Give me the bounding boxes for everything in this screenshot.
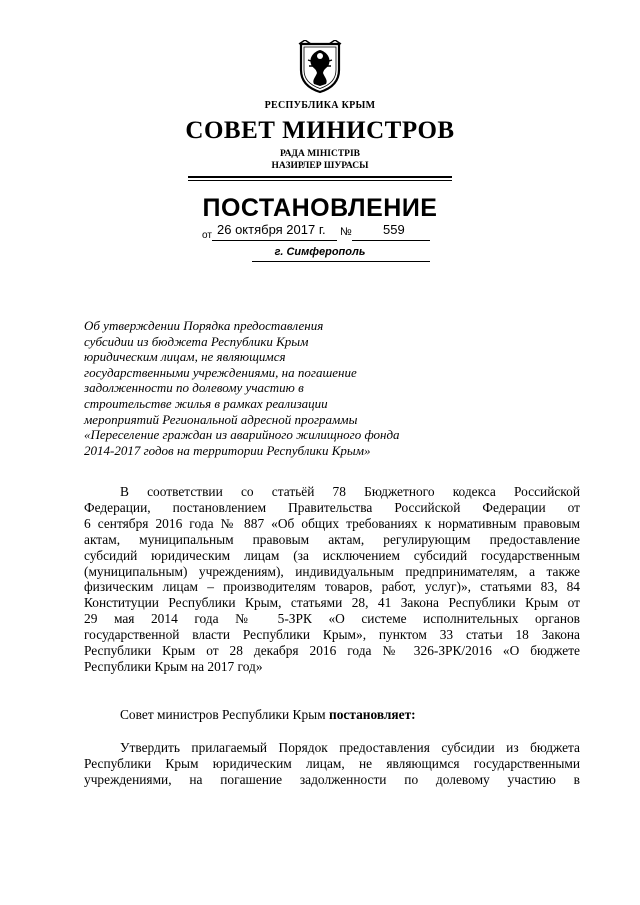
date-underline (212, 240, 337, 241)
paragraph-line: физическим лицам – производителям товаров, работ, услуг)», статьями 83, 84 (84, 579, 580, 595)
council-title-ukrainian: РАДА МІНІСТРІВ (279, 149, 360, 159)
resolution-verb: постановляет: (328, 707, 416, 722)
city-underline (252, 261, 430, 262)
subject-line: строительстве жилья в рамках реализации (84, 395, 328, 411)
resolution-statement (84, 707, 580, 723)
paragraph-line: Республики Крым на 2017 год» (84, 658, 263, 674)
subject-line: субсидии из бюджета Республики Крым (84, 333, 309, 349)
coat-of-arms-emblem (295, 40, 345, 94)
paragraph-line: учреждениями, на погашение задолженности по долевому участию в (84, 771, 580, 787)
date-from-label: от (202, 230, 212, 241)
paragraph-line: актам, муниципальным правовым актам, регулирующим предоставление (84, 531, 580, 547)
paragraph-line: 29 мая 2014 года № 5-ЗРК «О системе исполнительных органов (84, 611, 580, 627)
paragraph-line: 6 сентября 2016 года № 887 «Об общих требованиях к нормативным правовым (84, 515, 580, 531)
paragraph-line (84, 707, 580, 723)
document-number: 559 (383, 222, 405, 237)
paragraph-line: государственной власти Республики Крым», пунктом 33 статьи 18 Закона (84, 627, 580, 643)
council-title: СОВЕТ МИНИСТРОВ (185, 117, 455, 144)
subject-line: мероприятий Региональной адресной программы (84, 411, 358, 427)
subject-line: «Переселение граждан из аварийного жилищного фонда (84, 427, 400, 443)
council-title-crimean-tatar: НАЗИРЛЕР ШУРАСЫ (271, 161, 369, 171)
subject-line: 2014-2017 годов на территории Республики Крым» (84, 442, 371, 458)
number-underline (352, 240, 430, 241)
paragraph-line: Утвердить прилагаемый Порядок предоставления субсидии из бюджета (120, 740, 580, 755)
resolution-text: Совет министров Республики Крым (120, 707, 329, 722)
preamble-paragraph (84, 484, 580, 675)
document-type-title: ПОСТАНОВЛЕНИЕ (202, 194, 438, 222)
document-date: 26 октября 2017 г. (217, 222, 326, 237)
paragraph-line: В соответствии со статьёй 78 Бюджетного кодекса Российской (120, 484, 580, 499)
number-label: № (340, 226, 352, 238)
paragraph-line: (муниципальным) учреждениям), индивидуальным предпринимателям, а также (84, 563, 580, 579)
subject-line: юридическим лицам, не являющимся (84, 349, 286, 365)
paragraph-line: Республики Крым от 28 декабря 2016 года № 326-ЗРК/2016 «О бюджете (84, 643, 580, 659)
paragraph-line: субсидий юридическим лицам (за исключением субсидий государственным (84, 547, 580, 563)
republic-name: РЕСПУБЛИКА КРЫМ (264, 100, 376, 111)
subject-line: государственными учреждениями, на погашение (84, 364, 357, 380)
document-city: г. Симферополь (274, 246, 366, 258)
operative-paragraph (84, 740, 580, 788)
paragraph-line: Республики Крым юридическим лицам, не являющимся государственными (84, 755, 580, 771)
document-subject (84, 318, 444, 458)
header-divider (188, 176, 452, 181)
paragraph-line: Конституции Республики Крым, статьями 28, 41 Закона Республики Крым от (84, 595, 580, 611)
paragraph-line: Федерации, постановлением Правительства Российской Федерации от (84, 499, 580, 515)
subject-line: Об утверждении Порядка предоставления (84, 318, 324, 333)
subject-line: задолженности по долевому участию в (84, 380, 304, 396)
